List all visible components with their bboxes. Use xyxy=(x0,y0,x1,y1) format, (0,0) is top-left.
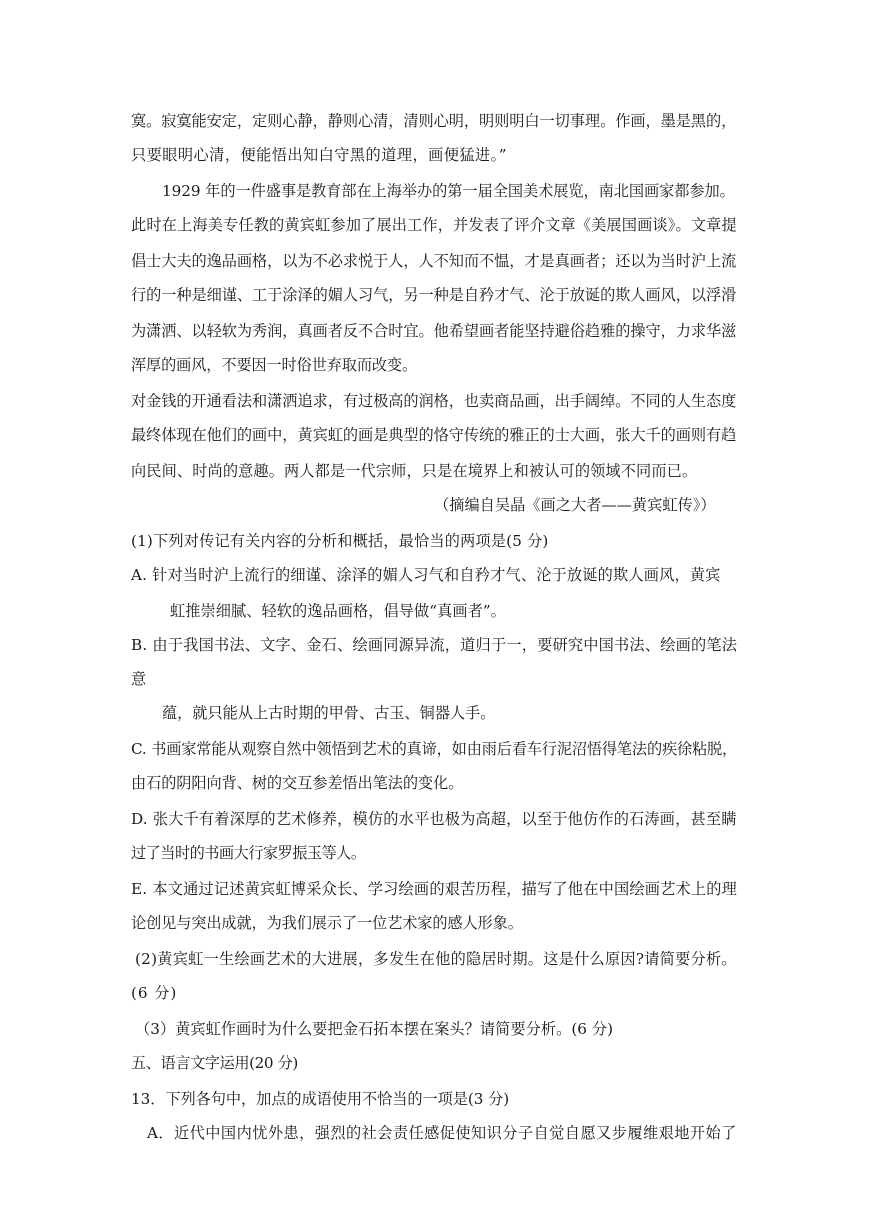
text-line: 蕴，就只能从上古时期的甲骨、古玉、铜器人手。 xyxy=(162,704,496,722)
text-line: (1)下列对传记有关内容的分析和概括，最恰当的两项是(5 分) xyxy=(131,532,549,550)
text-line: 倡士大夫的逸品画格，以为不必求悦于人，人不知而不愠，才是真画者；还以为当时沪上流 xyxy=(131,252,737,270)
text-line: 最终体现在他们的画中，黄宾虹的画是典型的恪守传统的雅正的士大画，张大千的画则有趋 xyxy=(131,426,737,444)
text-line: (2)黄宾虹一生绘画艺术的大进展，多发生在他的隐居时期。这是什么原因?请简要分析。 xyxy=(135,950,737,968)
text-line: C. 书画家常能从观察自然中领悟到艺术的真谛，如由雨后看车行泥沼悟得笔法的疾徐粘脱， xyxy=(131,740,738,758)
text-line: 论创见与突出成就，为我们展示了一位艺术家的感人形象。 xyxy=(131,914,523,932)
text-line: B. 由于我国书法、文字、金石、绘画同源异流，道归于一，要研究中国书法、绘画的笔法 xyxy=(131,636,738,654)
text-line: 由石的阴阳向背、树的交互参差悟出笔法的变化。 xyxy=(131,774,464,792)
text-line: （摘编自吴晶《画之大者——黄宾虹传》） xyxy=(434,496,716,514)
text-line: 此时在上海美专任教的黄宾虹参加了展出工作，并发表了评介文章《美展国画谈》。文章提 xyxy=(131,216,737,234)
text-line: （3）黄宾虹作画时为什么要把金石拓本摆在案头？请简要分析。(6 分) xyxy=(135,1020,614,1038)
text-line: 1929 年的一件盛事是教育部在上海举办的第一届全国美术展览，南北国画家都参加。 xyxy=(162,182,735,200)
text-line: E. 本文通过记述黄宾虹博采众长、学习绘画的艰苦历程，描写了他在中国绘画艺术上的理 xyxy=(131,880,738,898)
text-line: 13．下列各句中，加点的成语使用不恰当的一项是(3 分) xyxy=(131,1090,510,1108)
text-line: 过了当时的书画大行家罗振玉等人。 xyxy=(131,844,366,862)
text-line: 意 xyxy=(131,670,147,688)
text-line: 对金钱的开通看法和潇洒追求，有过极高的润格，也卖商品画，出手阔绰。不同的人生态度 xyxy=(131,392,737,410)
text-line: 为潇洒、以轻软为秀润，真画者反不合时宜。他希望画者能坚持避俗趋雅的操守，力求华滋 xyxy=(131,322,737,340)
text-line: A．近代中国内忧外患，强烈的社会责任感促使知识分子自觉自愿又步履维艰地开始了 xyxy=(147,1124,737,1142)
text-line: 浑厚的画风，不要因一时俗世弃取而改变。 xyxy=(131,356,418,374)
text-line: (6 分) xyxy=(131,984,178,1002)
text-line: 只要眼明心清，便能悟出知白守黑的道理，画便猛进。” xyxy=(131,146,507,164)
text-line: A. 针对当时沪上流行的细谨、涂泽的媚人习气和自矜才气、沦于放诞的欺人画风，黄宾 xyxy=(131,566,721,584)
text-line: D. 张大千有着深厚的艺术修养，模仿的水平也极为高超，以至于他仿作的石涛画，甚至瞒 xyxy=(131,810,737,828)
text-line: 五、语言文字运用(20 分) xyxy=(131,1054,298,1072)
text-line: 虹推崇细腻、轻软的逸品画格，倡导做“真画者”。 xyxy=(170,602,506,620)
text-line: 向民间、时尚的意趣。两人都是一代宗师，只是在境界上和被认可的领域不同而已。 xyxy=(131,462,698,480)
text-line: 寞。寂寞能安定，定则心静，静则心清，清则心明，明则明白一切事理。作画，墨是黑的， xyxy=(131,112,737,130)
text-line: 行的一种是细谨、工于涂泽的媚人习气，另一种是自矜才气、沦于放诞的欺人画风，以浮滑 xyxy=(131,286,737,304)
